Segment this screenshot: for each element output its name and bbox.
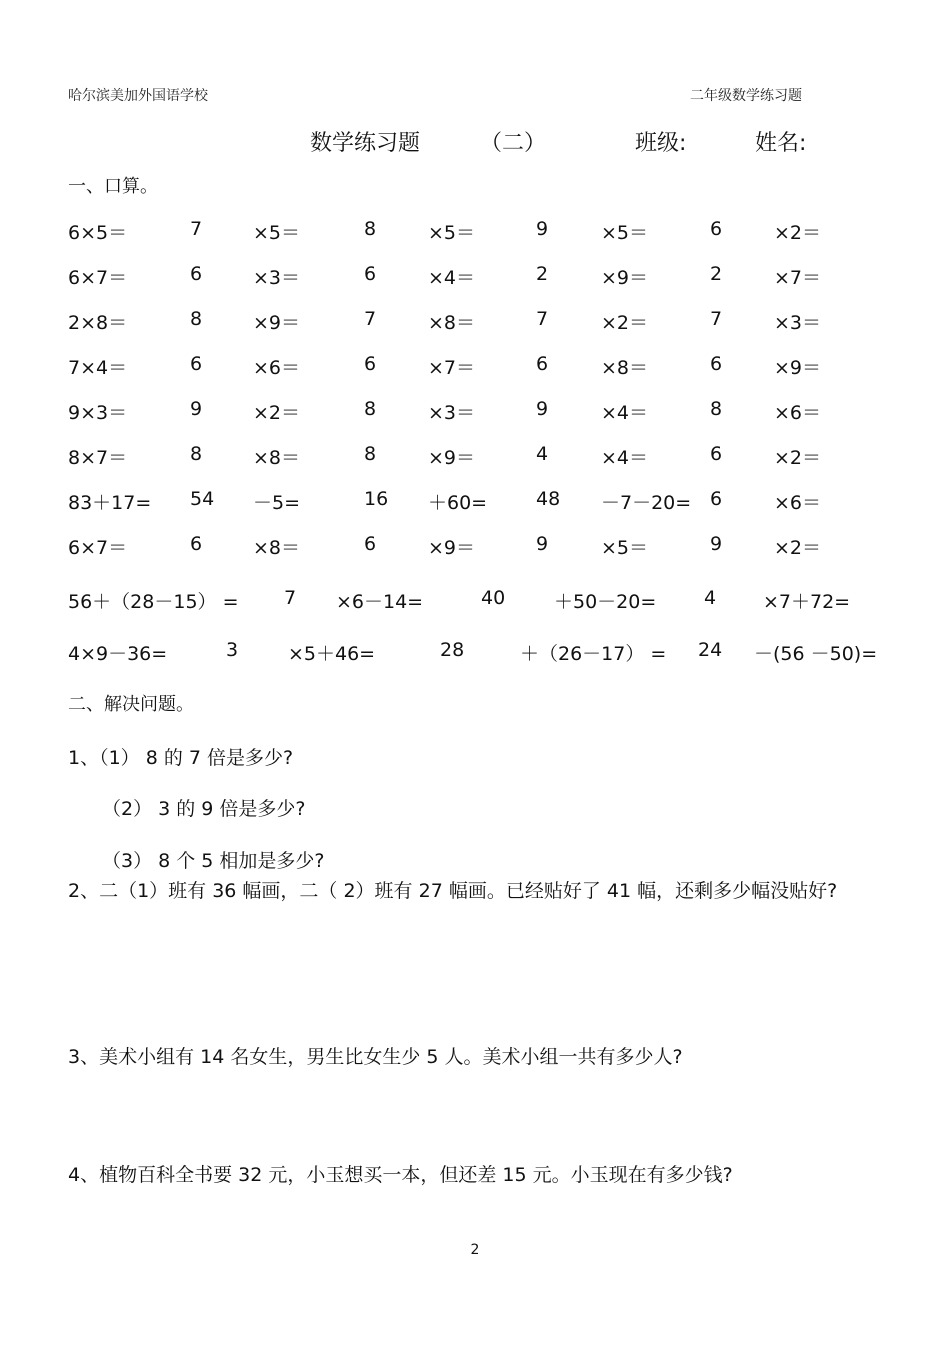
- problem-1b: （2） 3 的 9 倍是多少?: [102, 798, 306, 820]
- worksheet-subject: 二年级数学练习题: [690, 88, 802, 104]
- oral-operand: 8: [364, 398, 377, 420]
- oral-expression: ×9＝: [253, 312, 301, 334]
- oral-operand: 6: [364, 533, 377, 555]
- oral-expression: ×6＝: [253, 357, 301, 379]
- oral-expression: 83＋17=: [68, 492, 152, 514]
- oral-operand: 6: [536, 353, 549, 375]
- oral-operand: 9: [536, 218, 549, 240]
- oral-expression: 9×3＝: [68, 402, 128, 424]
- oral-operand: 9: [190, 398, 203, 420]
- oral-expression: 7×4＝: [68, 357, 128, 379]
- oral-operand: 8: [364, 443, 377, 465]
- oral-expression: ×3＝: [774, 312, 822, 334]
- oral-operand: 6: [364, 263, 377, 285]
- mixed-expression: －(56 －50)=: [754, 643, 878, 665]
- school-name: 哈尔滨美加外国语学校: [68, 88, 208, 104]
- problem-2: 2、二（1）班有 36 幅画，二（ 2）班有 27 幅画。已经贴好了 41 幅，还剩多少幅没贴好?: [68, 880, 838, 902]
- oral-expression: ×5＝: [601, 537, 649, 559]
- oral-expression: ×5＝: [428, 222, 476, 244]
- oral-expression: ×2＝: [601, 312, 649, 334]
- oral-expression: ×6＝: [774, 492, 822, 514]
- oral-operand: 16: [364, 488, 389, 510]
- oral-operand: 7: [536, 308, 549, 330]
- mixed-operand: 24: [698, 639, 723, 661]
- oral-operand: 8: [190, 308, 203, 330]
- name-label: 姓名:: [755, 131, 807, 156]
- oral-expression: 6×5＝: [68, 222, 128, 244]
- oral-expression: ×8＝: [253, 537, 301, 559]
- oral-expression: ×7＝: [428, 357, 476, 379]
- oral-row: [68, 308, 888, 338]
- oral-expression: ×2＝: [774, 447, 822, 469]
- oral-operand: 8: [364, 218, 377, 240]
- mixed-operand: 40: [481, 587, 506, 609]
- oral-operand: 9: [710, 533, 723, 555]
- page-title: 数学练习题: [310, 131, 421, 156]
- oral-expression: ×8＝: [428, 312, 476, 334]
- mixed-operand: 3: [226, 639, 239, 661]
- oral-operand: 8: [710, 398, 723, 420]
- oral-expression: ×5＝: [253, 222, 301, 244]
- oral-expression: ×9＝: [428, 447, 476, 469]
- oral-expression: ＋60=: [428, 492, 488, 514]
- mixed-expression: ×6－14=: [336, 591, 424, 613]
- oral-expression: ×7＝: [774, 267, 822, 289]
- oral-operand: 7: [364, 308, 377, 330]
- mixed-row: [68, 639, 918, 669]
- oral-expression: ×6＝: [774, 402, 822, 424]
- oral-expression: ×9＝: [774, 357, 822, 379]
- oral-expression: ×4＝: [428, 267, 476, 289]
- oral-operand: 2: [536, 263, 549, 285]
- oral-operand: 4: [536, 443, 549, 465]
- oral-expression: 6×7＝: [68, 267, 128, 289]
- mixed-expression: ＋50－20=: [554, 591, 657, 613]
- oral-operand: 9: [536, 533, 549, 555]
- oral-operand: 6: [710, 488, 723, 510]
- page-number: 2: [470, 1242, 480, 1258]
- mixed-row: [68, 587, 918, 617]
- problem-1c: （3） 8 个 5 相加是多少?: [102, 850, 325, 872]
- problem-3: 3、美术小组有 14 名女生，男生比女生少 5 人。美术小组一共有多少人?: [68, 1046, 683, 1068]
- oral-operand: 54: [190, 488, 215, 510]
- oral-expression: 2×8＝: [68, 312, 128, 334]
- oral-expression: ×2＝: [774, 222, 822, 244]
- oral-operand: 9: [536, 398, 549, 420]
- oral-expression: ×2＝: [774, 537, 822, 559]
- title-number: （二）: [480, 131, 547, 156]
- oral-operand: 6: [190, 353, 203, 375]
- oral-operand: 2: [710, 263, 723, 285]
- section-oral-heading: 一、口算。: [68, 176, 158, 197]
- oral-row: [68, 443, 888, 473]
- oral-expression: ×8＝: [253, 447, 301, 469]
- oral-operand: 6: [364, 353, 377, 375]
- oral-operand: 6: [190, 533, 203, 555]
- oral-row: [68, 263, 888, 293]
- oral-expression: －5=: [253, 492, 301, 514]
- oral-operand: 48: [536, 488, 561, 510]
- oral-expression: ×9＝: [601, 267, 649, 289]
- oral-operand: 6: [710, 353, 723, 375]
- oral-operand: 6: [190, 263, 203, 285]
- oral-row: [68, 533, 888, 563]
- oral-row: [68, 488, 888, 518]
- mixed-operand: 4: [704, 587, 717, 609]
- oral-operand: 6: [710, 218, 723, 240]
- oral-operand: 6: [710, 443, 723, 465]
- oral-expression: ×4＝: [601, 402, 649, 424]
- oral-row: [68, 218, 888, 248]
- problem-4: 4、植物百科全书要 32 元，小玉想买一本，但还差 15 元。小玉现在有多少钱?: [68, 1164, 733, 1186]
- problem-1a: 1、（1） 8 的 7 倍是多少?: [68, 747, 294, 769]
- mixed-expression: ×7＋72=: [763, 591, 851, 613]
- oral-expression: ×9＝: [428, 537, 476, 559]
- title-row: [0, 126, 950, 160]
- oral-expression: ×4＝: [601, 447, 649, 469]
- oral-expression: ×3＝: [253, 267, 301, 289]
- oral-expression: ×3＝: [428, 402, 476, 424]
- mixed-expression: 56＋（28－15） =: [68, 591, 239, 613]
- mixed-expression: 4×9－36=: [68, 643, 168, 665]
- section-problems-heading: 二、解决问题。: [68, 694, 194, 715]
- oral-expression: －7－20=: [601, 492, 692, 514]
- oral-expression: 8×7＝: [68, 447, 128, 469]
- oral-expression: 6×7＝: [68, 537, 128, 559]
- oral-expression: ×5＝: [601, 222, 649, 244]
- oral-operand: 8: [190, 443, 203, 465]
- oral-operand: 7: [710, 308, 723, 330]
- class-label: 班级:: [635, 131, 687, 156]
- mixed-operand: 28: [440, 639, 465, 661]
- mixed-expression: ×5＋46=: [288, 643, 376, 665]
- oral-expression: ×2＝: [253, 402, 301, 424]
- oral-row: [68, 353, 888, 383]
- oral-row: [68, 398, 888, 428]
- oral-operand: 7: [190, 218, 203, 240]
- oral-expression: ×8＝: [601, 357, 649, 379]
- mixed-expression: ＋（26－17） =: [520, 643, 667, 665]
- mixed-operand: 7: [284, 587, 297, 609]
